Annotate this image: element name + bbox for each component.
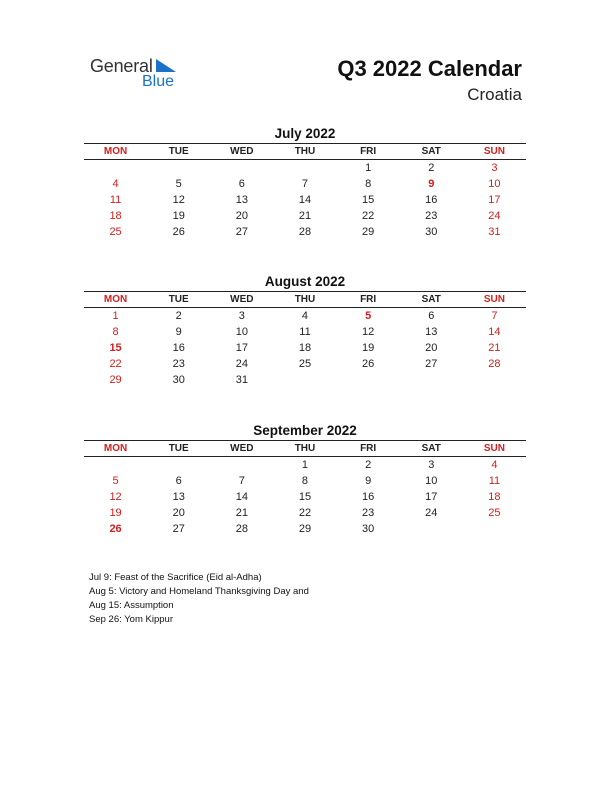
day-cell: 22: [109, 358, 122, 370]
day-cell: 16: [425, 194, 438, 206]
week-row: [84, 340, 526, 356]
weekday-header: FRI: [360, 443, 377, 454]
weekday-header: WED: [230, 146, 254, 157]
generalblue-logo: [90, 56, 200, 96]
day-cell: 20: [425, 342, 438, 354]
holiday-day-cell: 26: [109, 523, 122, 535]
logo-text-blue: Blue: [142, 73, 175, 90]
weekday-header: MON: [103, 443, 128, 454]
day-cell: 23: [425, 210, 438, 222]
holiday-note: Aug 5: Victory and Homeland Thanksgiving Day and: [89, 586, 309, 597]
day-cell: 12: [109, 491, 122, 503]
day-cell: 26: [172, 226, 185, 238]
day-cell: 9: [365, 475, 372, 487]
day-cell: [84, 160, 147, 176]
weekday-header: WED: [230, 443, 254, 454]
day-cell: 16: [172, 342, 185, 354]
day-cell: 6: [428, 310, 435, 322]
weekday-header: THU: [294, 443, 316, 454]
holiday-day-cell: 15: [109, 342, 122, 354]
month-calendar: [84, 422, 526, 537]
day-cell: [210, 457, 273, 473]
weekday-header: SUN: [483, 443, 505, 454]
day-cell: 19: [172, 210, 185, 222]
day-cell: 14: [235, 491, 248, 503]
day-cell: [400, 521, 463, 537]
week-row: [84, 308, 526, 324]
weekday-header: FRI: [360, 146, 377, 157]
day-cell: [147, 457, 210, 473]
day-cell: 13: [425, 326, 438, 338]
week-row: [84, 505, 526, 521]
day-cell: 30: [172, 374, 185, 386]
day-cell: 10: [488, 178, 501, 190]
day-cell: 27: [425, 358, 438, 370]
week-row: [84, 192, 526, 208]
day-cell: [463, 372, 526, 388]
day-cell: 6: [238, 178, 245, 190]
day-cell: 18: [298, 342, 312, 354]
day-cell: 3: [428, 459, 435, 471]
weekday-header: TUE: [168, 443, 189, 454]
day-cell: 25: [109, 226, 122, 238]
day-cell: 27: [172, 523, 185, 535]
weekday-header-row: [84, 143, 526, 160]
day-cell: 29: [298, 523, 312, 535]
week-row: [84, 356, 526, 372]
day-cell: 31: [235, 374, 248, 386]
holiday-note: Sep 26: Yom Kippur: [89, 614, 173, 625]
day-cell: 6: [175, 475, 182, 487]
day-cell: 31: [488, 226, 501, 238]
month-title: August 2022: [264, 274, 346, 289]
day-cell: 10: [235, 326, 248, 338]
weekday-header: SUN: [483, 146, 505, 157]
logo-flag-icon: [156, 59, 176, 72]
weekday-header: MON: [103, 294, 128, 305]
week-row: [84, 473, 526, 489]
weekday-header: WED: [230, 294, 254, 305]
weekday-header: SAT: [421, 443, 441, 454]
day-cell: 1: [301, 459, 309, 471]
day-cell: 17: [488, 194, 501, 206]
day-cell: 17: [235, 342, 248, 354]
day-cell: [463, 521, 526, 537]
day-cell: 4: [491, 459, 498, 471]
day-cell: 17: [425, 491, 438, 503]
day-cell: 23: [172, 358, 185, 370]
weekday-header-row: [84, 440, 526, 457]
day-cell: 11: [109, 194, 122, 206]
day-cell: 13: [172, 491, 185, 503]
week-row: [84, 372, 526, 388]
day-cell: 16: [362, 491, 375, 503]
day-cell: 30: [425, 226, 438, 238]
page-title: Q3 2022 Calendar: [337, 56, 522, 81]
day-cell: 21: [488, 342, 501, 354]
day-cell: 15: [298, 491, 312, 503]
day-cell: 25: [298, 358, 312, 370]
day-cell: 29: [109, 374, 122, 386]
day-cell: 24: [425, 507, 438, 519]
week-row: [84, 176, 526, 192]
day-cell: 13: [235, 194, 248, 206]
day-cell: 21: [235, 507, 248, 519]
day-cell: [147, 160, 210, 176]
day-cell: 27: [235, 226, 248, 238]
week-row: [84, 224, 526, 240]
day-cell: [337, 372, 400, 388]
month-calendar: [84, 125, 526, 240]
day-cell: 9: [175, 326, 182, 338]
day-cell: 8: [112, 326, 119, 338]
week-row: [84, 521, 526, 537]
day-cell: 2: [365, 459, 372, 471]
day-cell: 14: [488, 326, 501, 338]
weekday-header: FRI: [360, 294, 377, 305]
day-cell: 7: [301, 178, 309, 190]
day-cell: 23: [362, 507, 375, 519]
day-cell: 24: [488, 210, 501, 222]
day-cell: 4: [112, 178, 119, 190]
day-cell: 24: [235, 358, 248, 370]
day-cell: 18: [109, 210, 122, 222]
day-cell: [210, 160, 273, 176]
day-cell: 5: [175, 178, 182, 190]
day-cell: [84, 457, 147, 473]
day-cell: 20: [172, 507, 185, 519]
week-row: [84, 324, 526, 340]
day-cell: 8: [365, 178, 372, 190]
weekday-header-row: [84, 291, 526, 308]
day-cell: 28: [488, 358, 501, 370]
weekday-header: SAT: [421, 294, 441, 305]
weekday-header: SAT: [421, 146, 441, 157]
week-row: [84, 160, 526, 176]
day-cell: 10: [425, 475, 438, 487]
day-cell: 1: [112, 310, 119, 322]
day-cell: 11: [299, 326, 311, 338]
day-cell: 2: [175, 310, 182, 322]
day-cell: 19: [362, 342, 375, 354]
weekday-header: SUN: [483, 294, 505, 305]
day-cell: [273, 160, 336, 176]
day-cell: 8: [301, 475, 309, 487]
week-row: [84, 208, 526, 224]
day-cell: 2: [428, 162, 435, 174]
month-title: September 2022: [253, 423, 357, 438]
day-cell: 7: [238, 475, 245, 487]
month-title: July 2022: [274, 126, 336, 141]
day-cell: 12: [172, 194, 185, 206]
day-cell: 11: [488, 475, 501, 487]
day-cell: 29: [362, 226, 375, 238]
month-calendar: [84, 273, 526, 388]
weekday-header: THU: [294, 294, 316, 305]
day-cell: 4: [301, 310, 309, 322]
day-cell: 22: [298, 507, 312, 519]
day-cell: 3: [491, 162, 498, 174]
day-cell: 14: [298, 194, 312, 206]
week-row: [84, 457, 526, 473]
holiday-day-cell: 9: [428, 178, 435, 190]
day-cell: 3: [238, 310, 245, 322]
day-cell: 1: [365, 162, 372, 174]
day-cell: 30: [362, 523, 375, 535]
day-cell: [273, 372, 336, 388]
day-cell: 18: [488, 491, 501, 503]
weekday-header: TUE: [168, 294, 189, 305]
holiday-day-cell: 5: [365, 310, 372, 322]
day-cell: 28: [298, 226, 312, 238]
day-cell: [400, 372, 463, 388]
holiday-note: Jul 9: Feast of the Sacrifice (Eid al-Adha): [89, 572, 262, 583]
day-cell: 5: [112, 475, 119, 487]
day-cell: 20: [235, 210, 248, 222]
weekday-header: TUE: [168, 146, 189, 157]
day-cell: 7: [491, 310, 498, 322]
day-cell: 25: [488, 507, 501, 519]
holiday-note: Aug 15: Assumption: [89, 600, 174, 611]
weekday-header: THU: [294, 146, 316, 157]
day-cell: 28: [235, 523, 248, 535]
week-row: [84, 489, 526, 505]
day-cell: 19: [109, 507, 122, 519]
day-cell: 15: [362, 194, 375, 206]
day-cell: 22: [362, 210, 375, 222]
holiday-notes: [89, 571, 309, 627]
day-cell: 21: [298, 210, 312, 222]
day-cell: 12: [362, 326, 375, 338]
logo-text-general: General: [90, 56, 153, 76]
day-cell: 26: [362, 358, 375, 370]
weekday-header: MON: [103, 146, 128, 157]
country-name: Croatia: [467, 85, 522, 104]
